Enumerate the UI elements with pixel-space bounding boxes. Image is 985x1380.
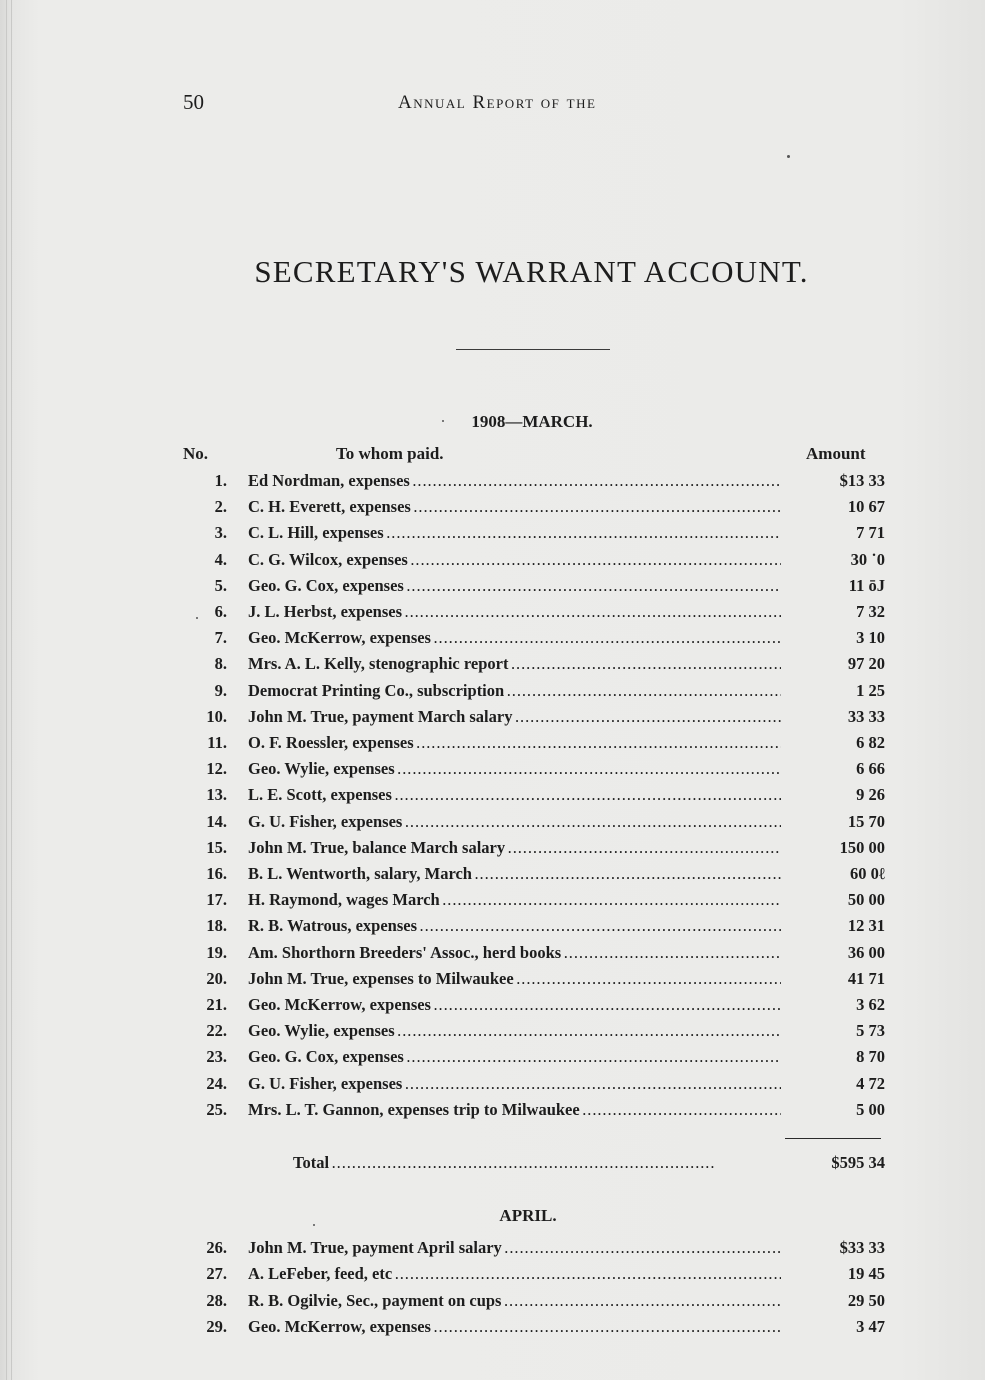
table-row [183,654,885,678]
row-number: 19. [206,942,227,962]
payee-description: Geo. Wylie, expenses . . . [248,1021,781,1041]
table-row [183,1047,885,1071]
amount: 6 82 [856,733,885,752]
table-row [183,890,885,914]
total-amount: $595 34 [831,1153,885,1172]
row-number: 15. [206,837,227,857]
amount: 150 00 [839,837,885,857]
payee-description: A. LeFeber, feed, etc . . . [248,1264,781,1284]
binding-edge [11,0,12,1380]
payee-description: C. G. Wilcox, expenses . . . [248,550,781,570]
row-number: 1. [214,471,227,490]
paper-speck [787,155,790,158]
table-row [183,733,885,757]
row-number: 25. [206,1099,227,1119]
payee-description: G. U. Fisher, expenses . . . [248,1074,781,1094]
column-header-paid-to: To whom paid. [336,444,444,463]
table-row [183,1317,885,1341]
table-row [183,471,885,495]
amount: 36 00 [847,942,885,962]
table-row [183,943,885,967]
paper-speck [313,1224,315,1226]
payee-description: R. B. Watrous, expenses . . . [248,916,781,936]
row-number: 11. [207,733,227,752]
payee-description: H. Raymond, wages March . . . [248,890,781,910]
amount: 50 00 [847,890,885,910]
row-number: 16. [206,864,227,883]
payee-description: C. H. Everett, expenses . . . [248,497,781,517]
row-number: 4. [214,549,227,569]
amount: 6 66 [856,759,885,779]
amount: $13 33 [839,471,885,490]
row-number: 12. [206,759,227,779]
column-header-no: No. [183,444,209,463]
payee-description: J. L. Herbst, expenses . . . [248,602,781,622]
payee-description: B. L. Wentworth, salary, March . . . [248,864,781,884]
page-title: SECRETARY'S WARRANT ACCOUNT. [254,254,809,289]
row-number: 29. [206,1316,227,1336]
row-number: 22. [206,1021,227,1041]
payee-description: Geo. Wylie, expenses . . . [248,759,781,779]
row-number: 20. [206,968,227,988]
payee-description: O. F. Roessler, expenses . . . [248,733,781,753]
row-number: 10. [206,706,227,726]
table-row [183,838,885,862]
row-number: 18. [206,916,227,936]
amount: $33 33 [839,1238,885,1257]
total-label: Total . . . [293,1153,781,1173]
amount: 3 47 [856,1316,885,1336]
table-row [183,1074,885,1098]
amount: 29 50 [847,1290,885,1310]
row-number: 24. [206,1073,227,1093]
title-rule [456,349,610,350]
table-row [183,523,885,547]
amount: 11 ōJ [848,575,885,595]
paper-speck [196,617,198,619]
payee-description: Mrs. A. L. Kelly, stenographic report . . . [248,654,781,674]
column-header-amount: Amount [806,444,866,463]
payee-description: Geo. G. Cox, expenses . . . [248,576,781,596]
payee-description: L. E. Scott, expenses . . . [248,785,781,805]
amount: 60 0ℓ [849,864,885,883]
payee-description: Geo. McKerrow, expenses . . . [248,1317,781,1337]
table-row [183,681,885,705]
table-row [183,995,885,1019]
amount: 19 45 [847,1264,885,1284]
table-row [183,1021,885,1045]
table-row [183,576,885,600]
running-head-title: Annual Report of the [398,92,597,113]
amount: 33 33 [847,706,885,726]
page-number: 50 [183,90,204,114]
payee-description: R. B. Ogilvie, Sec., payment on cups . . . [248,1291,781,1311]
running-head [183,90,883,120]
row-number: 27. [206,1264,227,1284]
table-row [183,1291,885,1315]
row-number: 13. [206,785,227,805]
payee-description: John M. True, expenses to Milwaukee . . . [248,969,781,989]
table-row [183,759,885,783]
paper-speck [442,420,444,422]
payee-description: Mrs. L. T. Gannon, expenses trip to Milwaukee . . . [248,1100,781,1120]
row-number: 28. [206,1290,227,1310]
row-number: 26. [206,1238,227,1257]
march-heading: 1908—MARCH. [471,412,593,431]
payee-description: John M. True, payment March salary . . . [248,707,781,727]
table-row [183,864,885,888]
amount: 12 31 [847,916,885,936]
amount: 9 26 [856,785,885,805]
total-rule [785,1138,881,1139]
amount: 1 25 [856,680,885,700]
table-row [183,785,885,809]
amount: 7 32 [856,602,885,621]
payee-description: Geo. McKerrow, expenses . . . [248,995,781,1015]
row-number: 17. [206,890,227,910]
amount: 7 71 [856,523,885,543]
row-number: 8. [214,654,227,674]
table-row [183,1238,885,1262]
row-number: 2. [214,497,227,517]
total-row [293,1153,885,1177]
row-number: 3. [214,523,227,543]
row-number: 23. [206,1047,227,1067]
table-row [183,812,885,836]
row-number: 14. [206,811,227,831]
row-number: 21. [206,995,227,1014]
payee-description: Geo. G. Cox, expenses . . . [248,1047,781,1067]
table-row [183,602,885,626]
table-row [183,497,885,521]
amount: 3 62 [856,995,885,1014]
table-row [183,707,885,731]
binding-edge [6,0,7,1380]
row-number: 5. [214,575,227,595]
amount: 4 72 [856,1073,885,1093]
table-row [183,969,885,993]
table-row [183,628,885,652]
amount: 30 ˙0 [850,549,885,569]
payee-description: Am. Shorthorn Breeders' Assoc., herd books . . . [248,943,781,963]
payee-description: Democrat Printing Co., subscription . . . [248,681,781,701]
amount: 5 73 [856,1021,885,1041]
payee-description: C. L. Hill, expenses . . . [248,523,781,543]
amount: 8 70 [856,1047,885,1067]
amount: 97 20 [847,654,885,674]
amount: 3 10 [856,628,885,648]
april-heading: APRIL. [499,1206,557,1225]
table-row [183,550,885,574]
payee-description: Geo. McKerrow, expenses . . . [248,628,781,648]
amount: 41 71 [847,968,885,988]
payee-description: John M. True, payment April salary . . . [248,1238,781,1258]
payee-description: John M. True, balance March salary . . . [248,838,781,858]
row-number: 6. [214,602,227,621]
payee-description: Ed Nordman, expenses . . . [248,471,781,491]
amount: 5 00 [856,1099,885,1119]
row-number: 7. [214,628,227,648]
table-row [183,916,885,940]
row-number: 9. [214,680,227,700]
table-row [183,1100,885,1124]
payee-description: G. U. Fisher, expenses . . . [248,812,781,832]
amount: 10 67 [847,497,885,517]
table-row [183,1264,885,1288]
amount: 15 70 [847,811,885,831]
